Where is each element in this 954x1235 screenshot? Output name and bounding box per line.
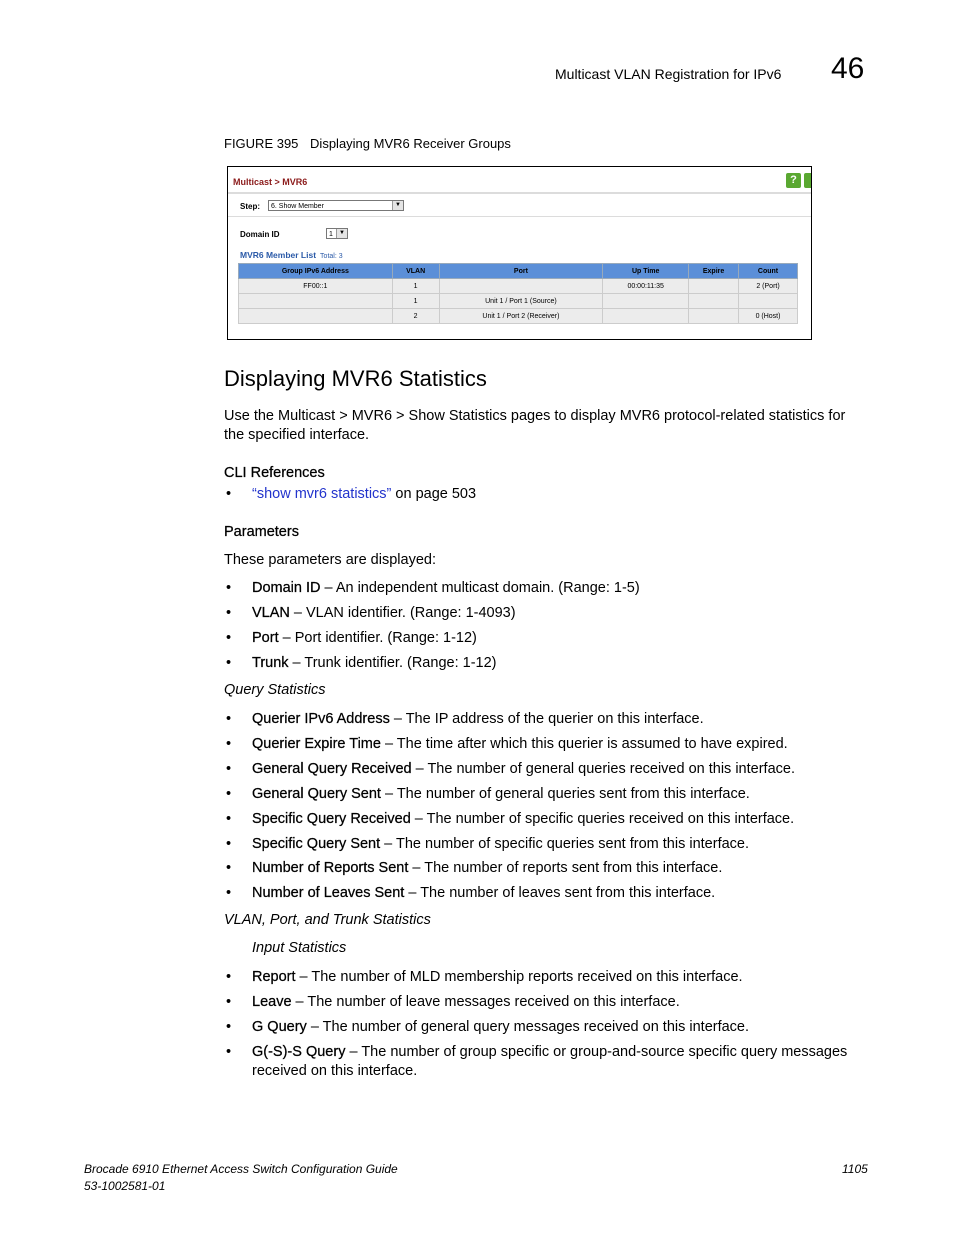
list-item [252,968,862,987]
step-row [228,194,811,217]
intro-line-1: Use the Multicast > MVR6 > Show Statistics pages to display MVR6 protocol-related statistics for [224,408,846,424]
figure-title: Displaying MVR6 Receiver Groups [310,136,511,151]
table-cell [603,294,689,309]
list-item-term: Report [252,969,296,985]
table-cell [689,279,739,294]
breadcrumb: Multicast > MVR6 [233,177,308,187]
chapter-number: 46 [831,52,865,85]
table-row [239,294,798,309]
cli-reference [252,485,862,504]
list-item-desc: – The number of general queries received on this interface. [411,760,795,777]
vpt-heading: VLAN, Port, and Trunk Statistics [224,912,431,928]
table-header-row [239,264,798,279]
bullet-icon: • [226,835,232,852]
bullet-icon: • [226,993,232,1010]
table-cell: FF00::1 [239,279,393,294]
table-row [239,279,798,294]
list-item-desc: – The number of reports sent from this interface. [408,860,723,877]
params-heading: Parameters [224,524,299,540]
list-item [252,810,862,829]
column-header[interactable]: Expire [689,264,739,279]
member-table [238,263,798,324]
list-item-desc: – The number of specific queries sent from this interface. [380,835,750,852]
table-cell: Unit 1 / Port 1 (Source) [439,294,603,309]
list-item [252,993,862,1012]
list-item [252,735,862,754]
table-cell [739,294,798,309]
list-item [252,859,862,878]
list-item [252,604,862,623]
list-item-term: Querier IPv6 Address [252,711,390,727]
list-item-desc: – The time after which this querier is assumed to have expired. [380,735,788,752]
table-cell [689,309,739,324]
bullet-icon: • [226,810,232,827]
intro-line-2: the specified interface. [224,427,370,443]
table-cell [239,309,393,324]
domain-select[interactable] [326,228,348,239]
list-item [252,785,862,804]
section-title: Displaying MVR6 Statistics [224,366,487,391]
chevron-down-icon: ▼ [336,229,347,238]
bullet-icon: • [226,630,232,646]
table-row [239,309,798,324]
bullet-icon: • [226,1043,232,1060]
list-item-term: General Query Received [252,760,412,777]
bullet-icon: • [226,605,232,621]
list-item-desc: – VLAN identifier. (Range: 1-4093) [289,605,516,621]
table-cell [439,279,603,294]
bullet-icon: • [226,486,232,502]
list-item-term: VLAN [252,605,290,621]
list-item-term: Domain ID [252,580,321,596]
cli-link[interactable]: “show mvr6 statistics” [252,486,392,502]
bullet-icon: • [226,580,232,596]
list-item-desc: – An independent multicast domain. (Range: 1-5) [320,580,640,596]
bullet-icon: • [226,785,232,802]
input-heading: Input Statistics [252,940,347,956]
list-item-term: G(-S)-S Query [252,1043,346,1060]
bullet-icon: • [226,711,232,727]
list-item [252,760,862,779]
list-item-term: Number of Leaves Sent [252,885,405,902]
list-item-term: Specific Query Sent [252,835,381,852]
domain-value: 1 [329,231,333,238]
member-list-total: Total: 3 [320,253,343,260]
list-item-desc: – The number of group specific or group-and-source specific query messages [345,1043,848,1060]
step-select[interactable] [268,200,404,211]
list-item-desc: – The IP address of the querier on this interface. [389,711,704,727]
list-item-term: General Query Sent [252,785,381,802]
list-item [252,1043,862,1081]
table-cell [603,309,689,324]
bullet-icon: • [226,885,232,902]
bullet-icon: • [226,655,232,671]
help-icon[interactable]: ? [786,173,801,188]
list-item-desc: – Port identifier. (Range: 1-12) [278,630,477,646]
list-item-term: Leave [252,993,292,1010]
domain-label: Domain ID [240,230,280,239]
table-cell: Unit 1 / Port 2 (Receiver) [439,309,603,324]
list-item [252,579,862,598]
figure-label: FIGURE 395 [224,136,299,151]
params-intro: These parameters are displayed: [224,552,436,568]
list-item-desc: – The number of leave messages received on this interface. [291,993,680,1010]
footer-doc-number: 53-1002581-01 [84,1179,166,1193]
figure-caption [224,136,511,151]
step-value: 6. Show Member [271,203,324,210]
list-item [252,1018,862,1037]
list-item-desc: – The number of MLD membership reports received on this interface. [295,969,743,985]
list-item-desc: – The number of leaves sent from this interface. [404,885,716,902]
figure-screenshot [227,166,812,340]
list-item [252,629,862,648]
column-header[interactable]: Count [739,264,798,279]
list-item [252,835,862,854]
table-cell: 1 [392,294,439,309]
footer-doc-title: Brocade 6910 Ethernet Access Switch Configuration Guide [84,1162,398,1176]
bullet-icon: • [226,860,232,877]
list-item-term: Querier Expire Time [252,735,381,752]
table-cell: 00:00:11:35 [603,279,689,294]
running-header: Multicast VLAN Registration for IPv6 [555,66,782,82]
table-cell: 1 [392,279,439,294]
list-item-continuation: received on this interface. [252,1062,418,1079]
table-cell [239,294,393,309]
bullet-icon: • [226,969,232,985]
bullet-icon: • [226,735,232,752]
list-item-desc: – The number of specific queries received on this interface. [410,810,795,827]
column-header[interactable]: VLAN [392,264,439,279]
column-header[interactable]: Port [439,264,603,279]
query-heading: Query Statistics [224,682,326,698]
table-cell: 0 (Host) [739,309,798,324]
list-item [252,654,862,673]
chevron-down-icon: ▼ [392,201,403,210]
cli-suffix: on page 503 [391,486,477,502]
column-header[interactable]: Group IPv6 Address [239,264,393,279]
column-header[interactable]: Up Time [603,264,689,279]
bullet-icon: • [226,760,232,777]
list-item-desc: – Trunk identifier. (Range: 1-12) [288,655,497,671]
list-item-term: Number of Reports Sent [252,860,409,877]
member-list-label: MVR6 Member List [240,250,317,260]
list-item-term: Specific Query Received [252,810,411,827]
footer-page-number: 1105 [842,1162,868,1176]
list-item-desc: – The number of general queries sent from this interface. [380,785,750,802]
refresh-icon[interactable] [804,173,812,188]
table-cell [689,294,739,309]
list-item-term: Port [252,630,279,646]
bullet-icon: • [226,1018,232,1035]
table-cell: 2 [392,309,439,324]
list-item [252,710,862,729]
list-item [252,884,862,903]
member-list-title [240,250,343,260]
list-item-desc: – The number of general query messages received on this interface. [306,1018,750,1035]
cli-heading: CLI References [224,465,325,481]
step-label: Step: [240,202,260,211]
table-cell: 2 (Port) [739,279,798,294]
screen-topbar [228,167,811,194]
list-item-term: G Query [252,1018,307,1035]
list-item-term: Trunk [252,655,289,671]
